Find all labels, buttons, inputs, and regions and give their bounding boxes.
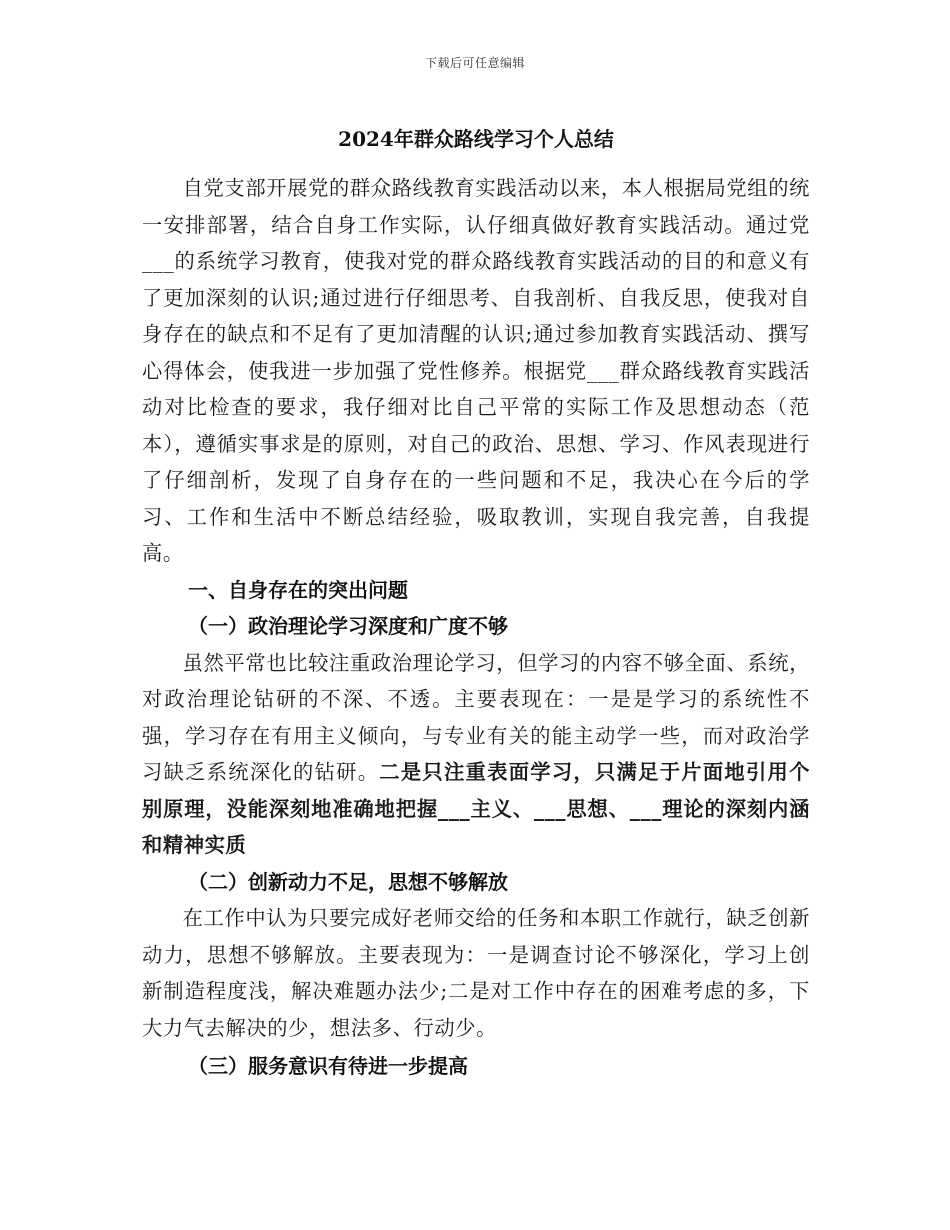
paragraph-1-text: 虽然平常也比较注重政治理论学习，但学习的内容不够全面、系统，对政治理论钻研的不深、不透。主要表现在：一是是学习的系统性不强，学习存在有用主义倾向，与专业有关的能主动学一些，而对政治学习缺乏系统深化的钻研。 <box>142 650 810 784</box>
paragraph-1 <box>142 645 810 864</box>
paragraph-2: 在工作中认为只要完成好老师交给的任务和本职工作就行，缺乏创新动力，思想不够解放。主要表现为：一是调查讨论不够深化，学习上创新制造程度浅，解决难题办法少;二是对工作中存在的困难考虑的多，下大力气去解决的少，想法多、行动少。 <box>142 906 810 1040</box>
header-note: 下载后可任意编辑 <box>424 56 525 70</box>
document-title: 2024年群众路线学习个人总结 <box>338 127 614 151</box>
subheading-3: （三）服务意识有待进一步提高 <box>188 1054 468 1078</box>
section-heading-1: 一、自身存在的突出问题 <box>188 577 408 602</box>
subheading-2: （二）创新动力不足，思想不够解放 <box>188 869 508 894</box>
document-body <box>142 120 810 1085</box>
paragraph-1-bold-text: 二是只注重表面学习，只满足于片面地引用个别原理，没能深刻地准确地把握___主义、___思想、___理论的深刻内涵和精神实质 <box>142 760 810 857</box>
subheading-1: （一）政治理论学习深度和广度不够 <box>188 614 508 638</box>
intro-paragraph: 自党支部开展党的群众路线教育实践活动以来，本人根据局党组的统一安排部署，结合自身工作实际，认仔细真做好教育实践活动。通过党___的系统学习教育，使我对党的群众路线教育实践活动的目的和意义有了更加深刻的认识;通过进行仔细思考、自我剖析、自我反思，使我对自身存在的缺点和不足有了更加清醒的认识;通过参加教育实践活动、撰写心得体会，使我进一步加强了党性修养。根据党___群众路线教育实践活动对比检查的要求，我仔细对比自己平常的实际工作及思想动态（范本），遵循实事求是的原则，对自己的政治、思想、学习、作风表现进行了仔细剖析，发现了自身存在的一些问题和不足，我决心在今后的学习、工作和生活中不断总结经验，吸取教训，实现自我完善，自我提高。 <box>142 176 810 565</box>
